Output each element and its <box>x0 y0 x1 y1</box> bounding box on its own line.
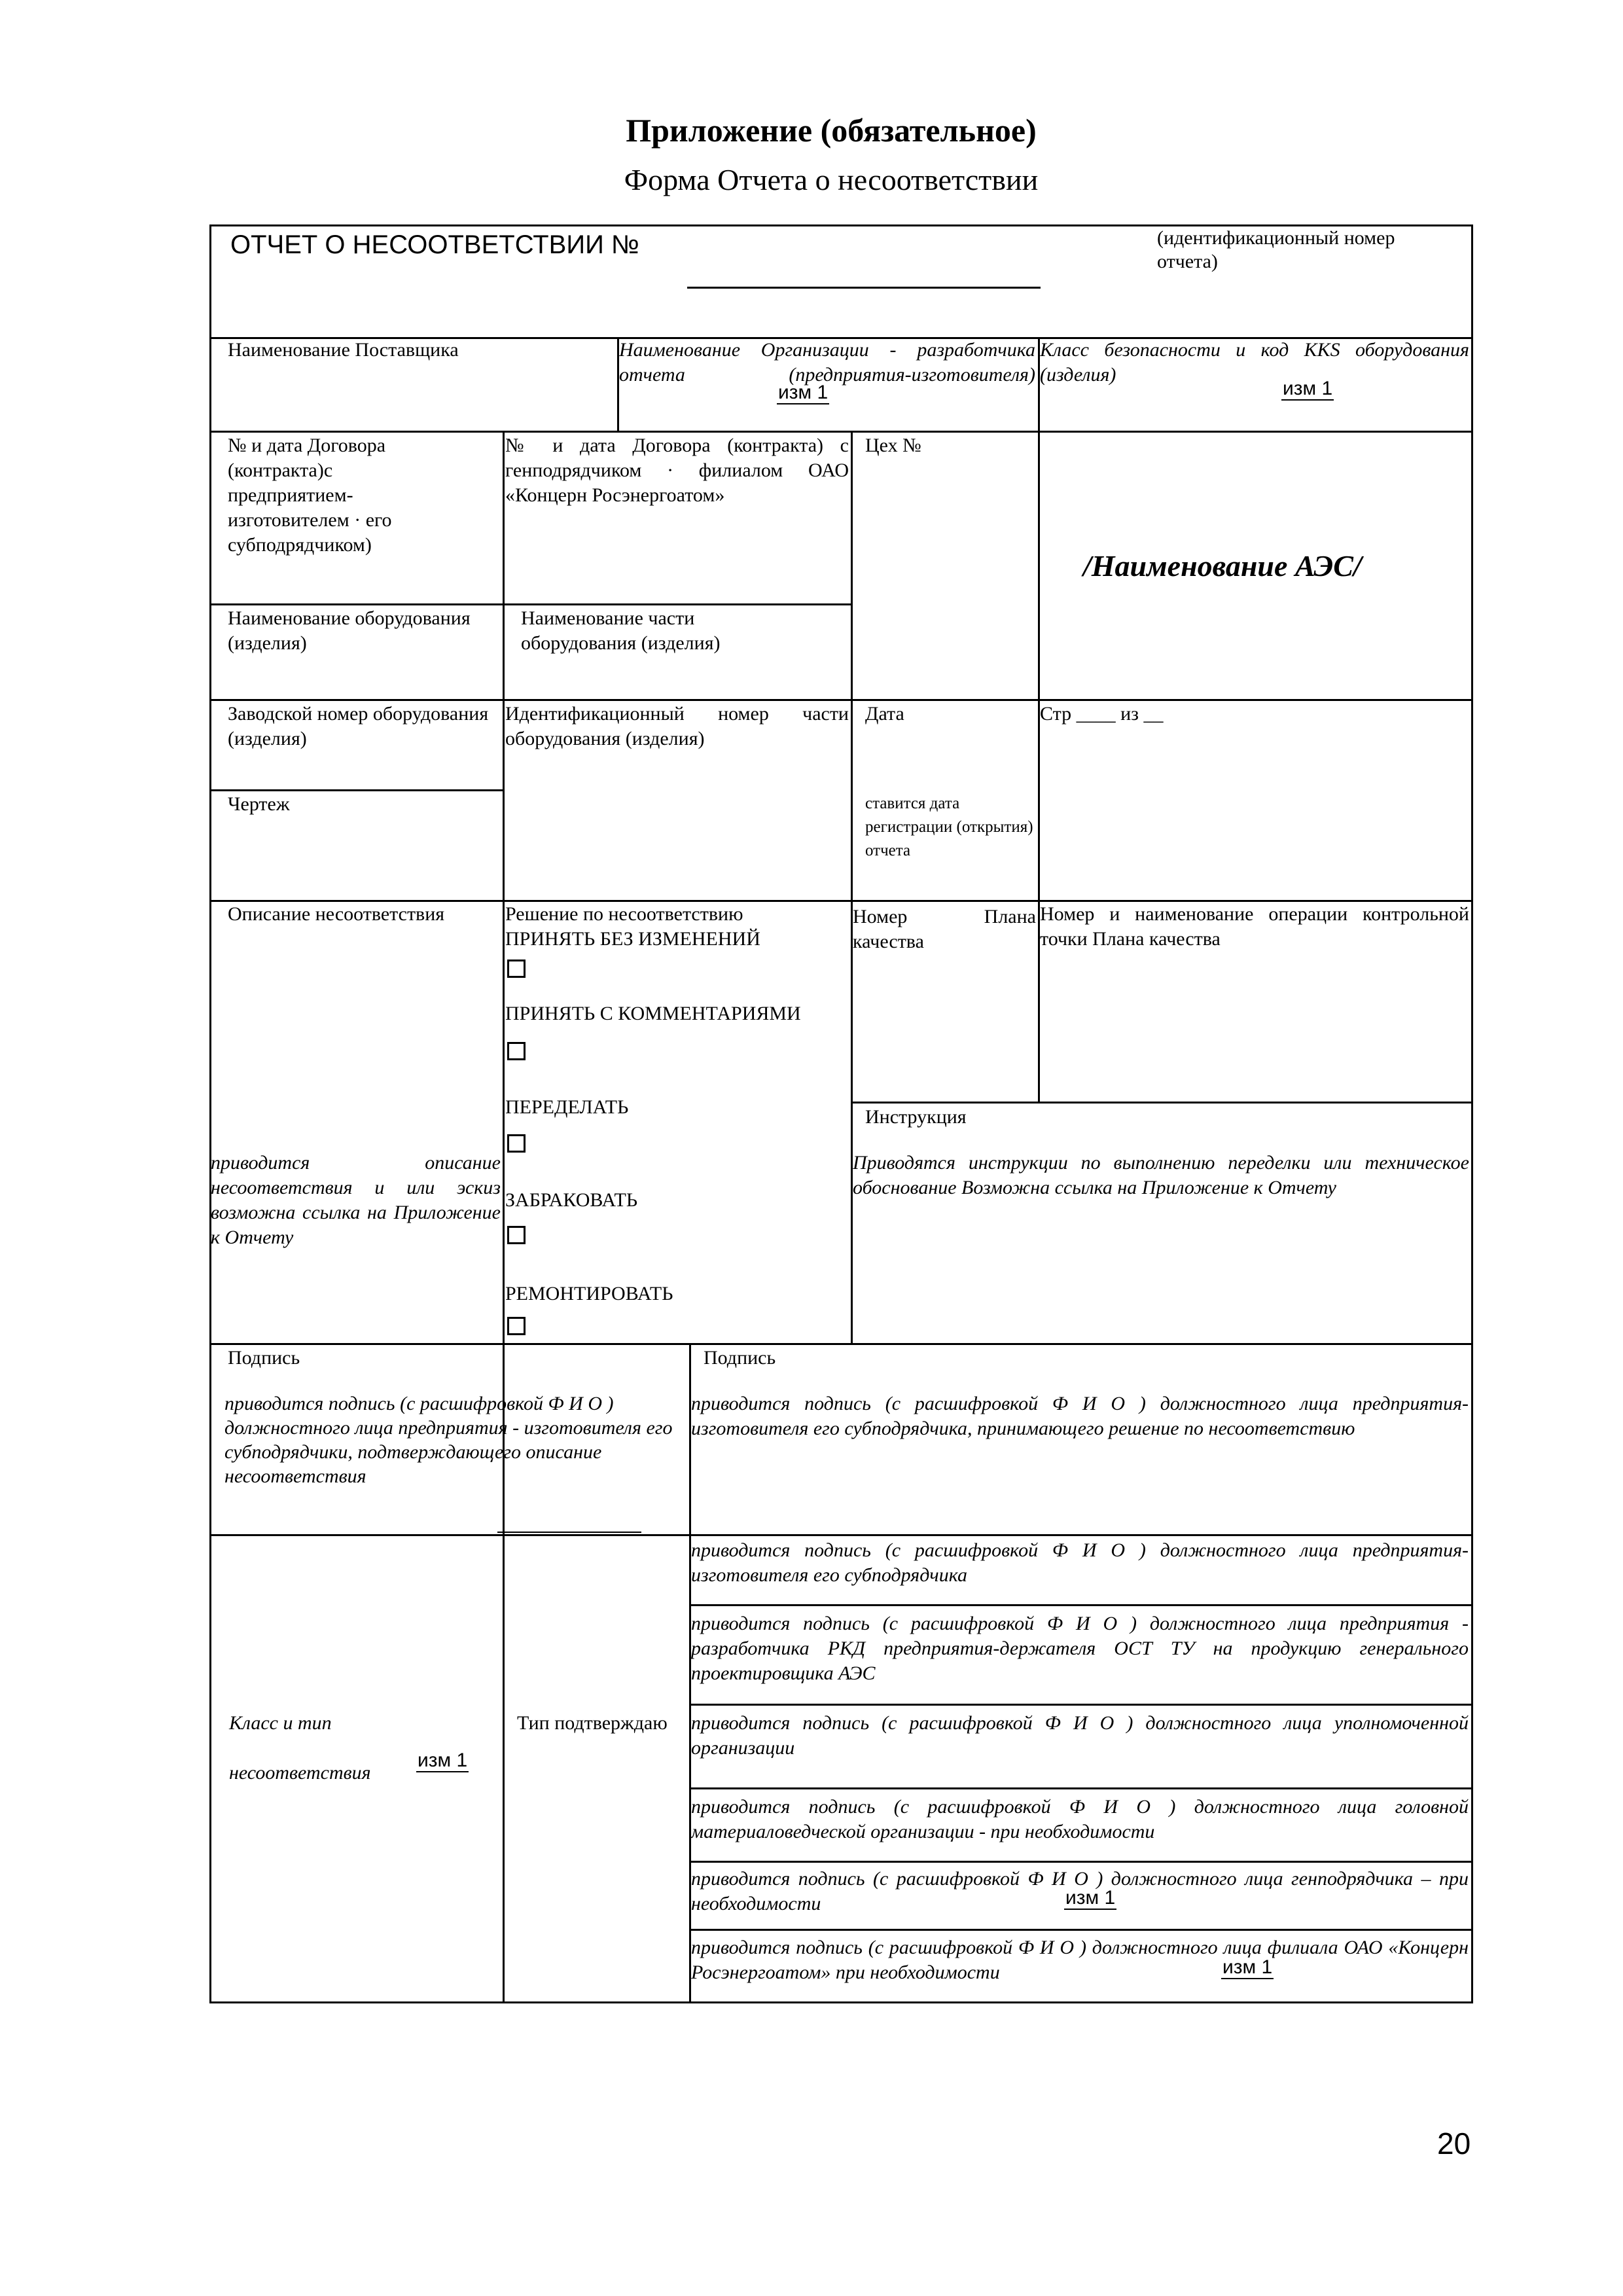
decision-option-accept-comments: ПРИНЯТЬ С КОММЕНТАРИЯМИ <box>505 1003 801 1024</box>
report-title: ОТЧЕТ О НЕСООТВЕТСТВИИ № <box>230 230 639 259</box>
class-type-label: Класс и тип <box>229 1712 332 1734</box>
safety-class-label: Класс безопасности и код KKS оборудования (изделия) <box>1040 339 1469 386</box>
approval-signature-1: приводится подпись (с расшифровкой Ф И О ) должностного лица предприятия-изготовителя его субподрядчика <box>691 1539 1469 1586</box>
revision-mark-3: изм 1 <box>418 1749 468 1771</box>
operation-label: Номер и наименование операции контрольной точки Плана качества <box>1040 903 1469 950</box>
contract-general-label: № и дата Договора (контракта) с генподрядчиком · филиалом ОАО «Концерн Росэнергоатом» <box>505 435 849 506</box>
report-id-note: (идентификационный номер отчета) <box>1157 227 1395 272</box>
page-number: 20 <box>1437 2126 1471 2161</box>
instruction-note: Приводятся инструкции по выполнению переделки или техническое обоснование Возможна ссылка на Приложение к Отчету <box>853 1152 1469 1198</box>
approval-signature-5: приводится подпись (с расшифровкой Ф И О ) должностного лица генподрядчика – при необходимости <box>691 1868 1469 1914</box>
approval-signature-4: приводится подпись (с расшифровкой Ф И О ) должностного лица головной материаловедческой организации - при необходимости <box>691 1796 1469 1842</box>
revision-mark-1: изм 1 <box>778 382 829 403</box>
date-label: Дата <box>865 703 904 725</box>
decision-option-accept: ПРИНЯТЬ БЕЗ ИЗМЕНЕНИЙ <box>505 928 760 950</box>
type-confirm-label: Тип подтверждаю <box>517 1712 668 1734</box>
page-title: Приложение (обязательное) <box>626 112 1037 149</box>
page-count-label: Стр ____ из __ <box>1040 703 1164 725</box>
signature-right-note: приводится подпись (с расшифровкой Ф И О ) должностного лица предприятия-изготовителя его субподрядчика, принимающего решение по несоответствию <box>691 1393 1469 1439</box>
description-note: приводится описание несоответствия и или эскиз возможна ссылка на Приложение к Отчету <box>211 1152 501 1248</box>
drawing-label: Чертеж <box>228 793 290 815</box>
developer-org-label: Наименование Организации - разработчика отчета (предприятия-изготовителя) <box>619 339 1035 386</box>
equipment-name-label: Наименование оборудования (изделия) <box>228 607 471 654</box>
approval-signature-6: приводится подпись (с расшифровкой Ф И О ) должностного лица филиала ОАО «Концерн Росэнергоатом» при необходимости <box>691 1937 1469 1983</box>
description-label: Описание несоответствия <box>228 903 445 925</box>
revision-mark-2: изм 1 <box>1283 378 1333 399</box>
signature-underline <box>497 1532 641 1533</box>
equipment-part-label: Наименование части оборудования (изделия) <box>521 607 721 654</box>
decision-option-rework: ПЕРЕДЕЛАТЬ <box>505 1096 629 1118</box>
reject-checkbox[interactable] <box>507 1226 526 1244</box>
approval-signature-2: приводится подпись (с расшифровкой Ф И О ) должностного лица предприятия - разработчика РКД предприятия-держателя ОСТ ТУ на продукцию генерального проектировщика АЭС <box>691 1613 1469 1684</box>
date-note: ставится дата регистрации (открытия) отчета <box>865 795 1033 859</box>
decision-label: Решение по несоответствию <box>505 903 743 925</box>
supplier-label: Наименование Поставщика <box>228 339 459 361</box>
decision-option-reject: ЗАБРАКОВАТЬ <box>505 1189 638 1211</box>
nonconformity-label: несоответствия <box>229 1762 371 1784</box>
rework-checkbox[interactable] <box>507 1134 526 1153</box>
signature-right-label: Подпись <box>704 1347 776 1369</box>
part-id-label: Идентификационный номер части оборудования (изделия) <box>505 703 849 749</box>
accept-comments-checkbox[interactable] <box>507 1042 526 1060</box>
quality-plan-label: Номер Плана качества <box>853 906 1036 952</box>
revision-mark-4: изм 1 <box>1065 1887 1116 1909</box>
accept-checkbox[interactable] <box>507 960 526 978</box>
instruction-label: Инструкция <box>865 1106 967 1128</box>
decision-option-repair: РЕМОНТИРОВАТЬ <box>505 1283 673 1304</box>
signature-left-label: Подпись <box>228 1347 300 1369</box>
npp-name: /Наименование АЭС/ <box>1083 549 1362 583</box>
revision-mark-5: изм 1 <box>1222 1956 1273 1978</box>
contract-manufacturer-label: № и дата Договора (контракта)с предприятием-изготовителем · его субподрядчиком) <box>228 435 392 556</box>
page-subtitle: Форма Отчета о несоответствии <box>624 163 1039 196</box>
repair-checkbox[interactable] <box>507 1317 526 1335</box>
shop-label: Цех № <box>865 435 921 456</box>
signature-left-note: приводится подпись (с расшифровкой Ф И О ) должностного лица предприятия - изготовителя его субподрядчики, подтверждающего описание несоответствия <box>224 1393 673 1487</box>
serial-number-label: Заводской номер оборудования (изделия) <box>228 703 489 749</box>
approval-signature-3: приводится подпись (с расшифровкой Ф И О ) должностного лица уполномоченной организации <box>691 1712 1469 1759</box>
